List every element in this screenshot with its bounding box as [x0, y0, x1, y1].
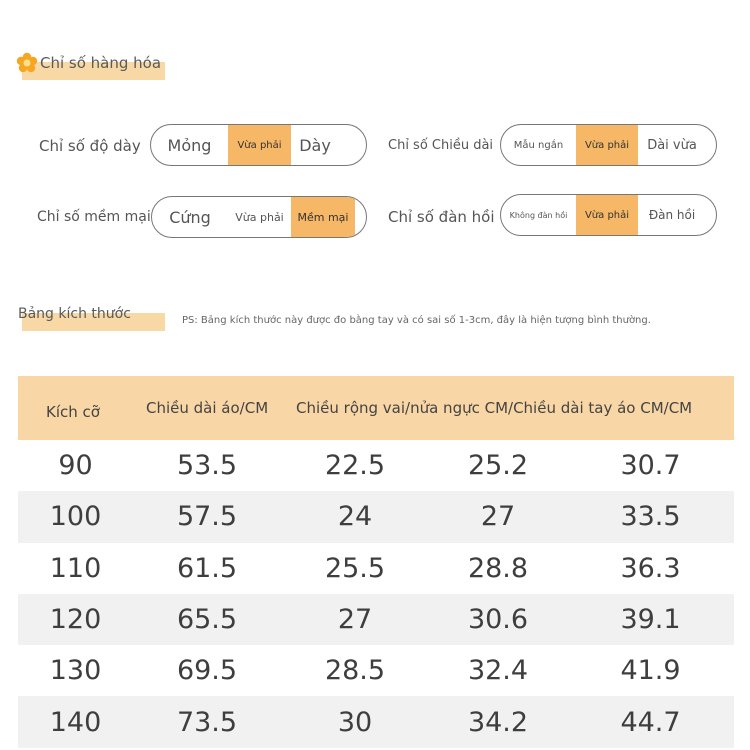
label-softness: Chỉ số mềm mại	[37, 209, 151, 225]
table-row	[18, 491, 734, 542]
header-body-length: Chiều dài áo/CM	[133, 376, 281, 440]
option-elastic: Đàn hồi	[648, 208, 696, 222]
cell-sleeve: 39.1	[567, 594, 734, 645]
option-short: Mẫu ngắn	[513, 139, 564, 151]
cell-size: 110	[49, 552, 102, 584]
table-row	[18, 696, 734, 747]
cell-size: 120	[18, 594, 133, 645]
option-medium-selected: Vừa phải	[576, 125, 638, 165]
section-title-size-chart: Bảng kích thước	[18, 306, 131, 322]
cell-chest: 25.2	[467, 450, 529, 482]
option-thin: Mỏng	[167, 135, 212, 155]
table-row	[18, 645, 734, 696]
option-soft-selected: Mềm mại	[291, 197, 355, 237]
option-long: Dài vừa	[647, 137, 697, 153]
label-length: Chỉ số Chiều dài	[388, 138, 494, 153]
softness-scale	[151, 196, 367, 238]
cell-chest: 27	[429, 491, 567, 542]
cell-length: 65.5	[133, 594, 281, 645]
option-medium: Vừa phải	[235, 210, 284, 224]
option-thick: Dày	[299, 135, 331, 155]
size-table	[18, 376, 734, 748]
table-row	[18, 543, 734, 594]
cell-chest: 34.2	[429, 696, 567, 747]
cell-shoulder: 27	[281, 594, 429, 645]
cell-length: 69.5	[176, 655, 238, 687]
thickness-scale	[150, 124, 367, 166]
table-header-row	[18, 376, 734, 440]
cell-length: 53.5	[176, 450, 238, 482]
cell-sleeve: 41.9	[620, 655, 681, 687]
cell-length: 57.5	[133, 491, 281, 542]
cell-chest: 30.6	[429, 594, 567, 645]
measurement-note: PS: Bảng kích thước này được đo bằng tay và có sai số 1-3cm, đây là hiện tượng bình thường.	[182, 315, 651, 326]
table-row	[18, 594, 734, 645]
cell-size: 130	[49, 655, 102, 687]
cell-sleeve: 33.5	[567, 491, 734, 542]
cell-chest: 32.4	[467, 655, 529, 687]
cell-size: 100	[18, 491, 133, 542]
header-size: Kích cỡ	[18, 376, 133, 440]
cell-shoulder: 28.5	[324, 655, 386, 687]
option-no-elastic: Không đàn hồi	[509, 210, 568, 220]
cell-size: 140	[18, 696, 133, 747]
label-elasticity: Chỉ số đàn hồi	[388, 208, 495, 226]
flower-icon	[16, 52, 38, 74]
cell-size: 90	[58, 450, 93, 482]
option-hard: Cứng	[169, 207, 211, 227]
section-title-product-index: Chỉ số hàng hóa	[40, 54, 162, 72]
cell-length: 73.5	[133, 696, 281, 747]
label-thickness: Chỉ số độ dày	[39, 137, 141, 155]
table-row	[18, 440, 734, 491]
header-shoulder-chest-sleeve: Chiều rộng vai/nửa ngực CM/Chiều dài tay áo CM/CM	[281, 376, 734, 440]
option-medium-selected: Vừa phải	[576, 195, 638, 235]
elasticity-scale	[500, 194, 717, 236]
cell-length: 61.5	[176, 552, 238, 584]
cell-chest: 28.8	[467, 552, 529, 584]
length-scale	[500, 124, 717, 166]
cell-shoulder: 25.5	[324, 552, 386, 584]
option-medium-selected: Vừa phải	[228, 125, 291, 165]
cell-sleeve: 30.7	[620, 450, 681, 482]
cell-sleeve: 36.3	[620, 552, 681, 584]
cell-shoulder: 22.5	[324, 450, 386, 482]
cell-shoulder: 24	[281, 491, 429, 542]
cell-sleeve: 44.7	[567, 696, 734, 747]
cell-shoulder: 30	[281, 696, 429, 747]
